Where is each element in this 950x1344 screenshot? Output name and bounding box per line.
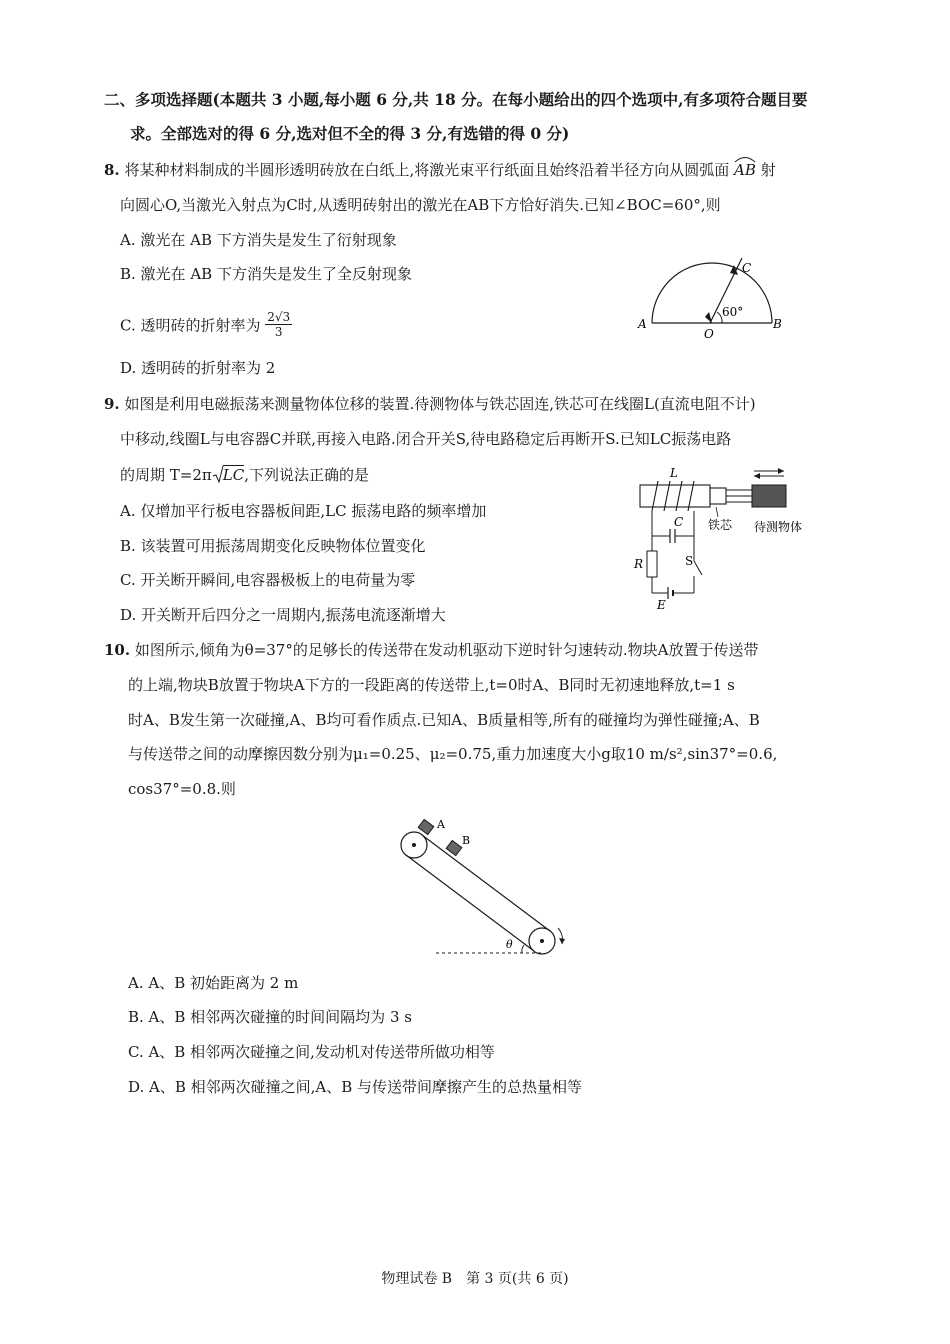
- q9-option-d: D. 开关断开后四分之一周期内,振荡电流逐渐增大: [120, 606, 446, 624]
- q10-stem-line4: 与传送带之间的动摩擦因数分别为μ₁=0.25、μ₂=0.75,重力加速度大小g取10 m/s²,sin37°=0.6,: [128, 745, 778, 763]
- q10-stem-line5: cos37°=0.8.则: [128, 780, 236, 798]
- q9-option-b: B. 该装置可用振荡周期变化反映物体位置变化: [120, 537, 426, 555]
- q9-circuit-figure: [630, 463, 830, 613]
- q8-label-b: B: [773, 317, 782, 331]
- q9-label-l: L: [670, 466, 678, 480]
- q10-option-c: C. A、B 相邻两次碰撞之间,发动机对传送带所做功相等: [128, 1043, 495, 1061]
- q10-label-theta: θ: [506, 938, 513, 951]
- q8-label-a: A: [638, 317, 647, 331]
- q8-option-d: D. 透明砖的折射率为 2: [120, 359, 276, 377]
- q8-fraction-denominator: 3: [274, 325, 283, 339]
- arc-mark-icon: [734, 155, 756, 163]
- q9-stem-line2: 中移动,线圈L与电容器C并联,再接入电路.闭合开关S,待电路稳定后再断开S.已知LC振荡电路: [120, 430, 732, 448]
- q9-stem-line1: [104, 394, 756, 414]
- q8-label-c: C: [742, 261, 752, 275]
- q9-label-e: E: [657, 598, 666, 612]
- q9-option-a: A. 仅增加平行板电容器板间距,LC 振荡电路的频率增加: [120, 502, 487, 520]
- q9-stem-line3: [120, 465, 369, 485]
- q9-line1: 如图是利用电磁振荡来测量物体位移的装置.待测物体与铁芯固连,铁芯可在线圈L(直流电阻不计): [124, 395, 756, 413]
- q8-stem-line1: [104, 160, 776, 180]
- q9-label-s: S: [685, 554, 694, 568]
- section-header-line1: 二、多项选择题(本题共 3 小题,每小题 6 分,共 18 分。在每小题给出的四个选项中,有多项符合题目要: [104, 90, 808, 109]
- q8-stem-line2: 向圆心O,当激光入射点为C时,从透明砖射出的激光在AB下方恰好消失.已知∠BOC=60°,则: [120, 196, 721, 214]
- q9-label-c: C: [674, 515, 684, 529]
- q8-number: 8.: [104, 161, 120, 179]
- q10-conveyor-figure: [400, 812, 600, 962]
- q10-stem-line1: [104, 640, 758, 660]
- q10-option-b: B. A、B 相邻两次碰撞的时间间隔均为 3 s: [128, 1008, 412, 1026]
- q10-stem-line2: 的上端,物块B放置于物块A下方的一段距离的传送带上,t=0时A、B同时无初速地释放,t=1 s: [128, 676, 735, 694]
- q9-label-object: 待测物体: [754, 520, 803, 534]
- q10-stem-line3: 时A、B发生第一次碰撞,A、B均可看作质点.已知A、B质量相等,所有的碰撞均为弹性碰撞;A、B: [128, 711, 760, 729]
- q10-option-d: D. A、B 相邻两次碰撞之间,A、B 与传送带间摩擦产生的总热量相等: [128, 1078, 583, 1096]
- q10-label-b: B: [462, 834, 471, 847]
- q10-line1: 如图所示,倾角为θ=37°的足够长的传送带在发动机驱动下逆时针匀速转动.物块A放置于传送带: [134, 641, 759, 659]
- q10-option-a: A. A、B 初始距离为 2 m: [128, 974, 299, 992]
- sqrt-icon: [213, 466, 223, 484]
- q9-sqrt: LC: [213, 465, 244, 485]
- q9-number: 9.: [104, 395, 120, 413]
- q8-option-c: [120, 312, 292, 341]
- q8-arc-label: AB: [734, 160, 756, 180]
- q8-line1: 将某种材料制成的半圆形透明砖放在白纸上,将激光束平行纸面且始终沿着半径方向从圆弧面: [124, 161, 730, 179]
- q8-fraction: [265, 310, 292, 339]
- q9-line3-prefix: 的周期 T=2π: [120, 466, 212, 484]
- q9-option-c: C. 开关断开瞬间,电容器极板上的电荷量为零: [120, 571, 416, 589]
- page-footer: 物理试卷 B 第 3 页(共 6 页): [381, 1271, 569, 1287]
- q9-label-r: R: [634, 557, 644, 571]
- q8-semicircle-figure: [630, 240, 800, 350]
- q9-line3-suffix: ,下列说法正确的是: [244, 466, 369, 484]
- q8-label-o: O: [704, 327, 714, 341]
- q8-line1-end: 射: [760, 161, 776, 179]
- q8-option-b: B. 激光在 AB 下方消失是发生了全反射现象: [120, 265, 412, 283]
- q9-label-core: 铁芯: [708, 518, 733, 532]
- q8-option-a: A. 激光在 AB 下方消失是发生了衍射现象: [120, 231, 397, 249]
- q10-label-a: A: [437, 818, 445, 831]
- q10-number: 10.: [104, 641, 131, 659]
- section-header-line2: 求。全部选对的得 6 分,选对但不全的得 3 分,有选错的得 0 分): [130, 124, 570, 143]
- q8-option-c-text: C. 透明砖的折射率为: [120, 316, 261, 335]
- q8-angle-label: 60°: [722, 305, 744, 319]
- q8-fraction-numerator: 2√3: [267, 310, 291, 324]
